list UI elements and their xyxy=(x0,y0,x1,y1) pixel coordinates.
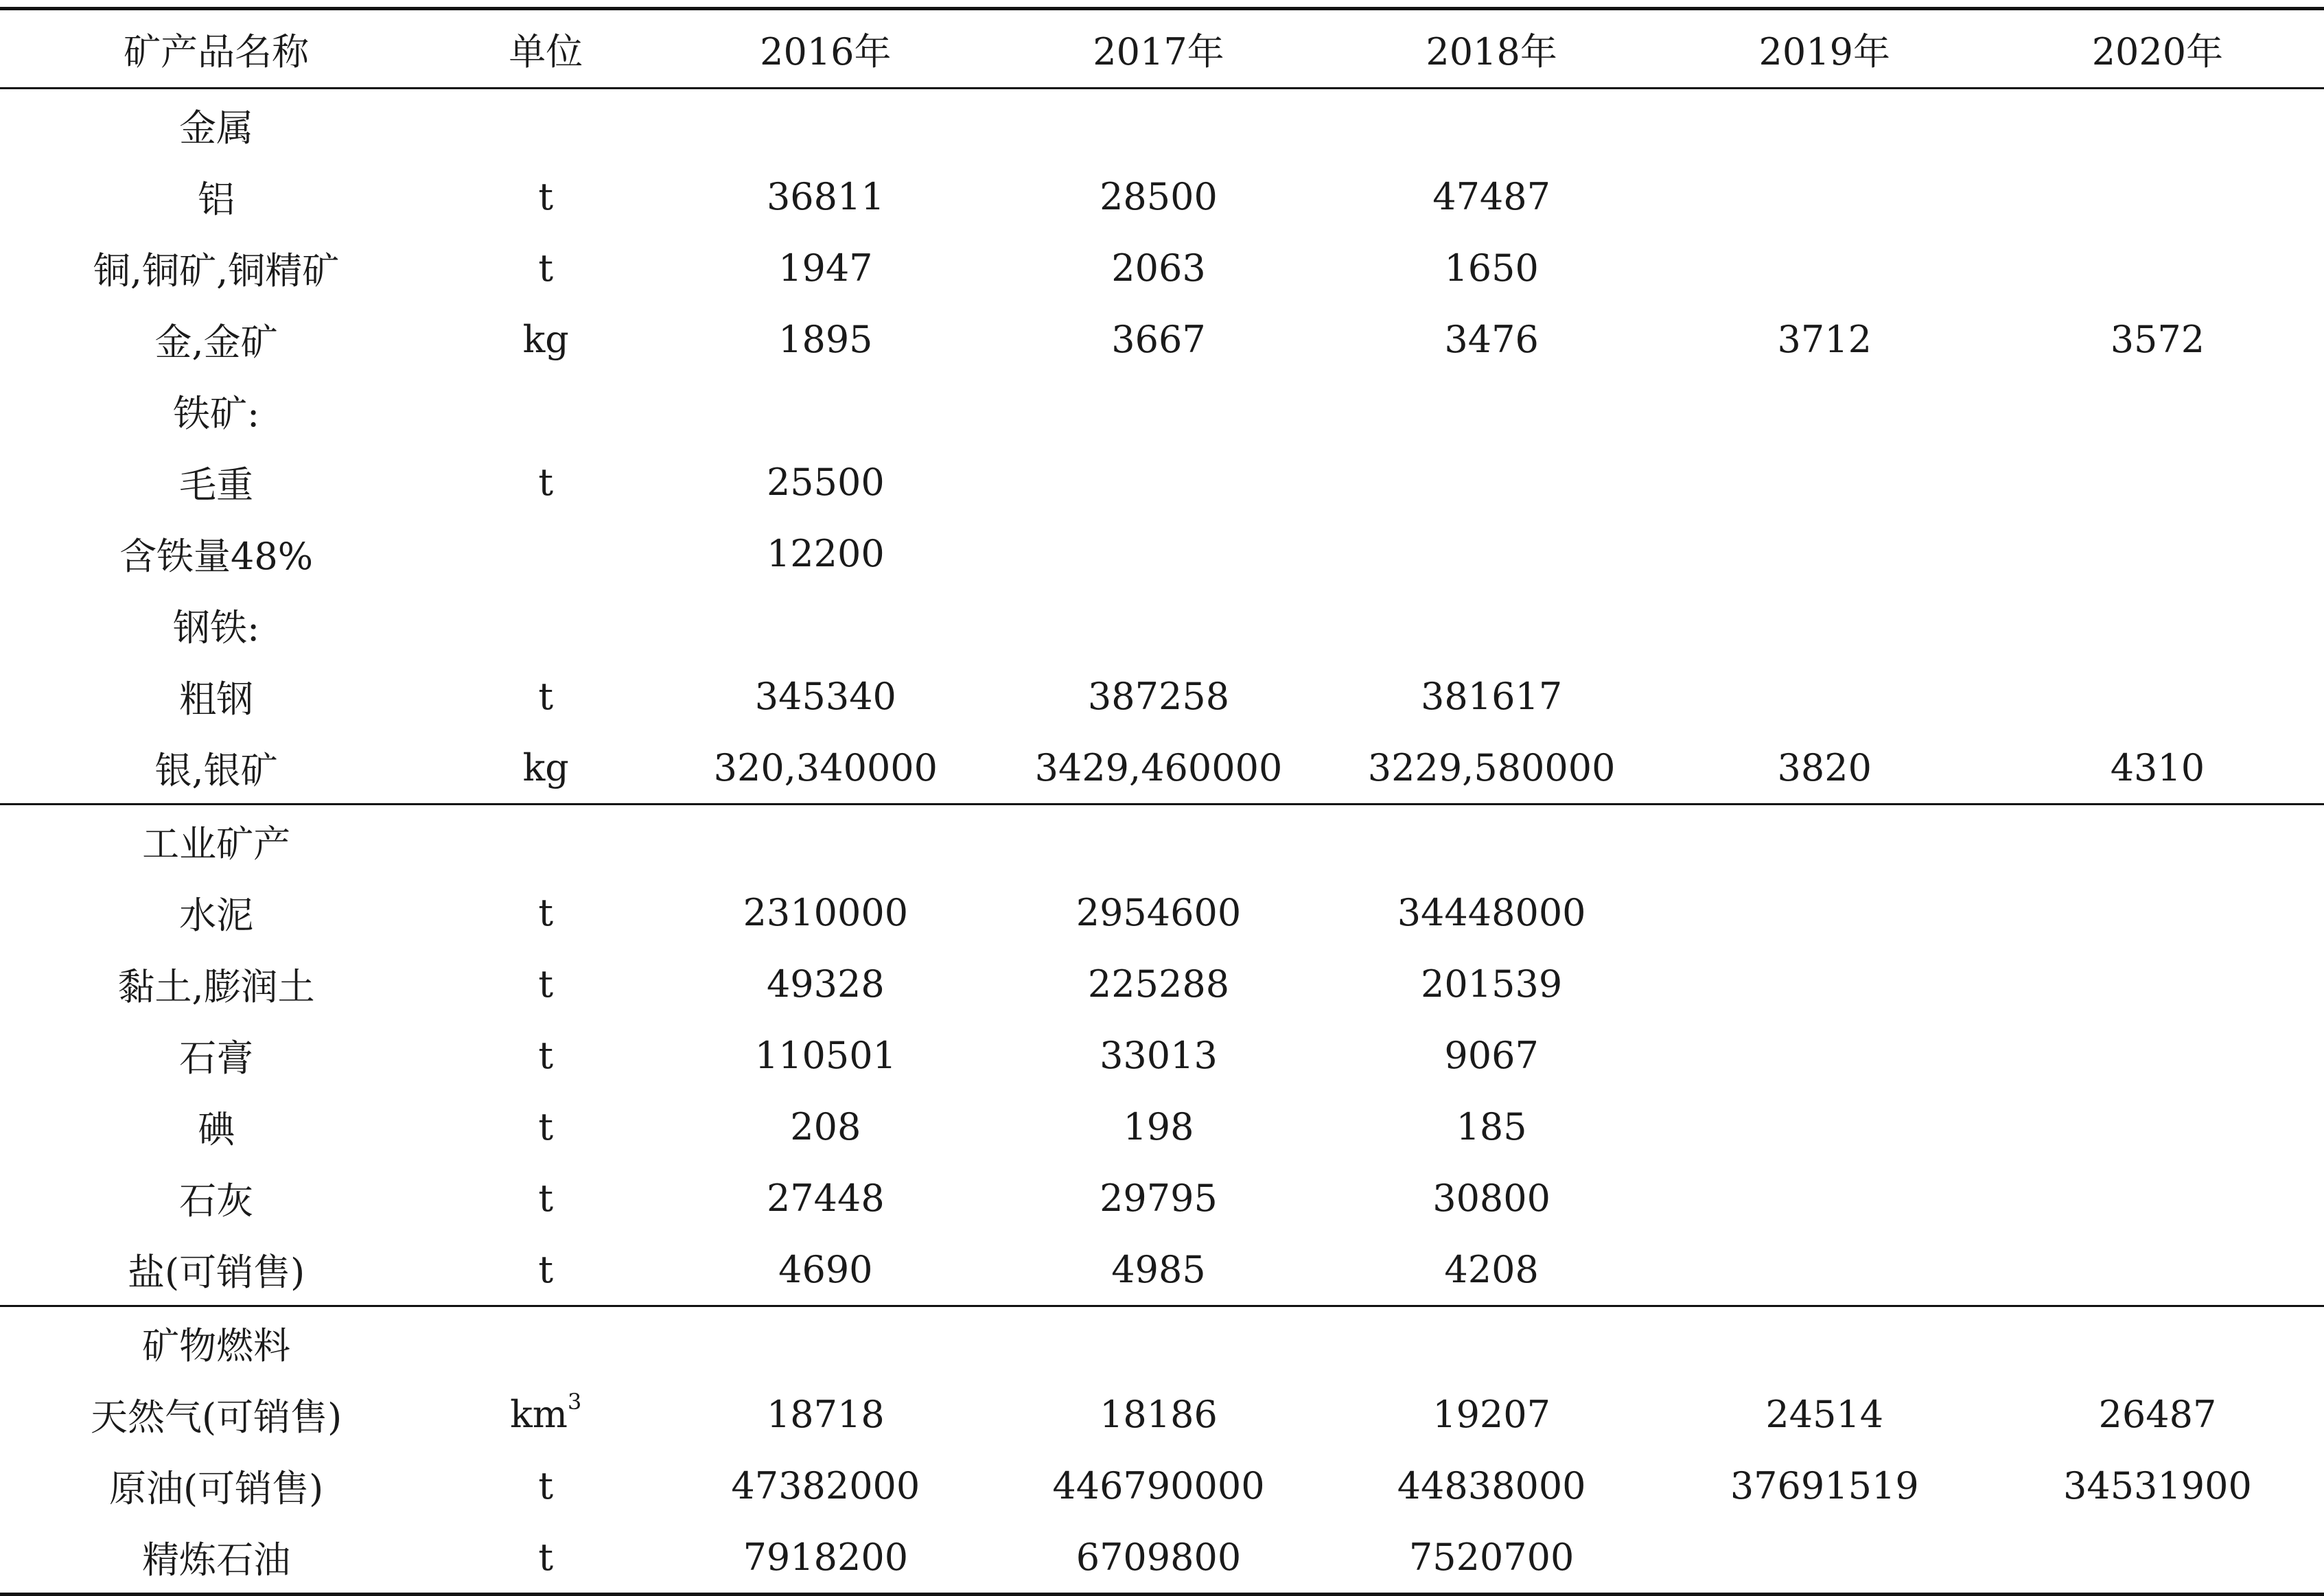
value-cell-2019 xyxy=(1658,89,1991,161)
product-name-cell: 毛重 xyxy=(179,463,254,507)
value-cell-2019 xyxy=(1658,1091,1991,1162)
unit-cell xyxy=(432,161,659,232)
value-cell-2019 xyxy=(1658,232,1991,303)
value-cell-2016: 345340 xyxy=(754,674,896,718)
value-cell-2017: 2954600 xyxy=(1076,890,1242,934)
value-cell-2016: 12200 xyxy=(766,531,885,575)
value-cell-2017 xyxy=(992,518,1325,589)
value-cell-2018: 19207 xyxy=(1432,1392,1551,1436)
value-cell-2016: 208 xyxy=(790,1105,861,1148)
value-cell-2016 xyxy=(659,375,992,446)
value-cell-2020 xyxy=(1991,1162,2324,1234)
value-cell-2018 xyxy=(1325,589,1658,660)
value-cell-2017 xyxy=(992,89,1325,161)
value-cell-2016: 2310000 xyxy=(743,890,909,934)
value-cell-2020 xyxy=(1991,1091,2324,1162)
value-cell-2020 xyxy=(1991,161,2324,232)
value-cell-2016: 27448 xyxy=(766,1176,885,1220)
value-cell-2016 xyxy=(659,89,992,161)
product-name-cell: 黏土,膨润土 xyxy=(117,964,315,1008)
value-cell-2016: 320,340000 xyxy=(713,745,938,789)
header-year-2019: 2019年 xyxy=(1758,30,1890,73)
table-row xyxy=(0,232,2324,303)
table-row xyxy=(0,1234,2324,1306)
value-cell-2019 xyxy=(1658,1306,1991,1379)
value-cell-2017 xyxy=(992,805,1325,877)
value-cell-2017: 446790000 xyxy=(1052,1464,1265,1507)
unit-cell xyxy=(432,660,659,732)
unit-cell xyxy=(432,877,659,948)
section-metals xyxy=(0,89,2324,805)
unit-cell xyxy=(432,232,659,303)
value-cell-2020 xyxy=(1991,948,2324,1019)
value-cell-2018 xyxy=(1325,375,1658,446)
unit-cell xyxy=(432,1306,659,1379)
value-cell-2018: 3476 xyxy=(1444,317,1539,361)
value-cell-2017: 18186 xyxy=(1100,1392,1218,1436)
value-cell-2016: 1895 xyxy=(778,317,873,361)
value-cell-2017: 387258 xyxy=(1087,674,1230,718)
value-cell-2018: 30800 xyxy=(1432,1176,1551,1220)
table-row xyxy=(0,732,2324,805)
unit-cell xyxy=(432,1019,659,1091)
value-cell-2016: 49328 xyxy=(766,962,885,1006)
value-cell-2016: 25500 xyxy=(766,460,885,504)
table-row xyxy=(0,1162,2324,1234)
table-row xyxy=(0,1378,2324,1450)
product-name-cell: 水泥 xyxy=(179,893,254,937)
value-cell-2019 xyxy=(1658,1162,1991,1234)
value-cell-2016 xyxy=(659,589,992,660)
value-cell-2018: 381617 xyxy=(1421,674,1563,718)
unit-label: t xyxy=(538,1247,554,1291)
value-cell-2020 xyxy=(1991,518,2324,589)
value-cell-2020 xyxy=(1991,375,2324,446)
table-row xyxy=(0,518,2324,589)
value-cell-2018: 201539 xyxy=(1421,962,1563,1006)
table-row xyxy=(0,161,2324,232)
value-cell-2017 xyxy=(992,1306,1325,1379)
unit-label: kg xyxy=(522,745,569,789)
header-year-2017: 2017年 xyxy=(1093,30,1224,73)
product-name-cell: 石膏 xyxy=(179,1036,254,1080)
table-row xyxy=(0,948,2324,1019)
unit-cell xyxy=(432,518,659,589)
value-cell-2019 xyxy=(1658,1019,1991,1091)
value-cell-2018 xyxy=(1325,446,1658,518)
value-cell-2018: 1650 xyxy=(1444,246,1539,290)
value-cell-2020: 26487 xyxy=(2098,1392,2217,1436)
header-product-name: 矿产品名称 xyxy=(124,30,310,73)
value-cell-2020 xyxy=(1991,232,2324,303)
unit-label: t xyxy=(538,1176,554,1220)
table-row xyxy=(0,303,2324,375)
unit-label: t xyxy=(538,1535,554,1579)
value-cell-2018: 44838000 xyxy=(1397,1464,1586,1507)
header-year-2016: 2016年 xyxy=(760,30,892,73)
table-row xyxy=(0,589,2324,660)
value-cell-2019 xyxy=(1658,805,1991,877)
value-cell-2019 xyxy=(1658,518,1991,589)
unit-label: km xyxy=(510,1392,568,1436)
value-cell-2018: 34448000 xyxy=(1397,890,1586,934)
header-year-2018: 2018年 xyxy=(1426,30,1557,73)
table-container xyxy=(0,7,2324,1596)
unit-cell xyxy=(432,375,659,446)
unit-cell xyxy=(432,89,659,161)
product-name-cell: 铁矿: xyxy=(172,391,260,435)
unit-label: t xyxy=(538,962,554,1006)
value-cell-2020: 4310 xyxy=(2110,745,2205,789)
unit-cell xyxy=(432,732,659,805)
unit-superscript: 3 xyxy=(568,1388,582,1415)
value-cell-2019: 37691519 xyxy=(1730,1464,1919,1507)
value-cell-2019 xyxy=(1658,877,1991,948)
table-row xyxy=(0,1091,2324,1162)
product-name-cell: 碘 xyxy=(198,1107,235,1151)
value-cell-2020 xyxy=(1991,805,2324,877)
table-row xyxy=(0,1450,2324,1521)
value-cell-2017: 29795 xyxy=(1100,1176,1218,1220)
product-name-cell: 金,金矿 xyxy=(154,320,278,364)
value-cell-2016 xyxy=(659,805,992,877)
unit-label: t xyxy=(538,1464,554,1507)
value-cell-2020 xyxy=(1991,1234,2324,1306)
value-cell-2017 xyxy=(992,375,1325,446)
value-cell-2016 xyxy=(659,1306,992,1379)
value-cell-2018 xyxy=(1325,89,1658,161)
product-name-cell: 粗钢 xyxy=(179,677,254,721)
unit-label: t xyxy=(538,246,554,290)
value-cell-2018: 4208 xyxy=(1444,1247,1539,1291)
unit-cell xyxy=(432,948,659,1019)
unit-label: t xyxy=(538,460,554,504)
value-cell-2018: 47487 xyxy=(1432,174,1551,218)
value-cell-2020: 3572 xyxy=(2110,317,2205,361)
value-cell-2017: 33013 xyxy=(1100,1033,1218,1077)
value-cell-2017: 198 xyxy=(1123,1105,1194,1148)
product-name-cell: 钢铁: xyxy=(172,605,260,649)
unit-cell xyxy=(432,303,659,375)
value-cell-2018: 185 xyxy=(1456,1105,1527,1148)
unit-cell xyxy=(432,1521,659,1595)
value-cell-2016: 4690 xyxy=(778,1247,873,1291)
table-row xyxy=(0,805,2324,877)
value-cell-2019 xyxy=(1658,1234,1991,1306)
table-row xyxy=(0,375,2324,446)
product-name-cell: 金属 xyxy=(179,106,254,150)
value-cell-2018 xyxy=(1325,518,1658,589)
value-cell-2017: 28500 xyxy=(1100,174,1218,218)
product-name-cell: 含铁量48% xyxy=(119,534,314,578)
value-cell-2020: 34531900 xyxy=(2062,1464,2252,1507)
unit-cell xyxy=(432,1091,659,1162)
value-cell-2017: 4985 xyxy=(1111,1247,1206,1291)
product-name-cell: 原油(可销售) xyxy=(109,1466,324,1510)
value-cell-2017: 225288 xyxy=(1087,962,1230,1006)
table-row xyxy=(0,1019,2324,1091)
table-row xyxy=(0,1306,2324,1379)
unit-cell xyxy=(432,1450,659,1521)
product-name-cell: 盐(可销售) xyxy=(128,1250,305,1294)
table-row xyxy=(0,89,2324,161)
value-cell-2019: 3820 xyxy=(1777,745,1872,789)
value-cell-2020 xyxy=(1991,1521,2324,1595)
value-cell-2019 xyxy=(1658,446,1991,518)
table-row xyxy=(0,660,2324,732)
value-cell-2018: 3229,580000 xyxy=(1367,745,1616,789)
unit-label: t xyxy=(538,890,554,934)
value-cell-2018 xyxy=(1325,805,1658,877)
header-unit: 单位 xyxy=(509,30,583,73)
value-cell-2017: 3667 xyxy=(1111,317,1206,361)
product-name-cell: 天然气(可销售) xyxy=(91,1395,342,1439)
table-row xyxy=(0,877,2324,948)
value-cell-2019 xyxy=(1658,948,1991,1019)
value-cell-2018 xyxy=(1325,1306,1658,1379)
product-name-cell: 银,银矿 xyxy=(154,748,278,792)
value-cell-2016: 18718 xyxy=(766,1392,885,1436)
unit-cell xyxy=(432,446,659,518)
unit-label: t xyxy=(538,674,554,718)
section-industrial-minerals xyxy=(0,805,2324,1306)
unit-label: t xyxy=(538,1105,554,1148)
value-cell-2019: 24514 xyxy=(1765,1392,1884,1436)
value-cell-2016: 7918200 xyxy=(743,1535,909,1579)
value-cell-2016: 47382000 xyxy=(731,1464,920,1507)
section-mineral-fuels xyxy=(0,1306,2324,1595)
value-cell-2017: 3429,460000 xyxy=(1034,745,1283,789)
unit-cell xyxy=(432,589,659,660)
value-cell-2018: 7520700 xyxy=(1408,1535,1574,1579)
value-cell-2017 xyxy=(992,446,1325,518)
table-row xyxy=(0,446,2324,518)
product-name-cell: 铝 xyxy=(198,177,235,221)
unit-label: t xyxy=(538,174,554,218)
unit-cell xyxy=(432,1378,659,1450)
mineral-production-table xyxy=(0,7,2324,1596)
header-year-2020: 2020年 xyxy=(2091,30,2224,73)
value-cell-2016: 110501 xyxy=(754,1033,896,1077)
value-cell-2020 xyxy=(1991,89,2324,161)
unit-cell xyxy=(432,1234,659,1306)
value-cell-2019 xyxy=(1658,660,1991,732)
unit-cell xyxy=(432,805,659,877)
product-name-cell: 矿物燃料 xyxy=(142,1323,291,1367)
value-cell-2020 xyxy=(1991,877,2324,948)
value-cell-2018: 9067 xyxy=(1444,1033,1539,1077)
unit-cell xyxy=(432,1162,659,1234)
value-cell-2019 xyxy=(1658,375,1991,446)
value-cell-2020 xyxy=(1991,1019,2324,1091)
value-cell-2020 xyxy=(1991,446,2324,518)
value-cell-2019 xyxy=(1658,161,1991,232)
product-name-cell: 铜,铜矿,铜精矿 xyxy=(93,248,340,292)
value-cell-2020 xyxy=(1991,589,2324,660)
value-cell-2020 xyxy=(1991,660,2324,732)
value-cell-2019 xyxy=(1658,589,1991,660)
header-row xyxy=(0,9,2324,89)
value-cell-2017: 2063 xyxy=(1111,246,1206,290)
value-cell-2019 xyxy=(1658,1521,1991,1595)
value-cell-2016: 36811 xyxy=(766,174,885,218)
value-cell-2017: 6709800 xyxy=(1076,1535,1242,1579)
unit-label: kg xyxy=(522,317,569,361)
table-row xyxy=(0,1521,2324,1595)
product-name-cell: 精炼石油 xyxy=(142,1538,291,1582)
value-cell-2016: 1947 xyxy=(778,246,873,290)
value-cell-2020 xyxy=(1991,1306,2324,1379)
unit-label: t xyxy=(538,1033,554,1077)
product-name-cell: 工业矿产 xyxy=(142,822,291,866)
product-name-cell: 石灰 xyxy=(179,1179,254,1223)
value-cell-2017 xyxy=(992,589,1325,660)
value-cell-2019: 3712 xyxy=(1777,317,1872,361)
